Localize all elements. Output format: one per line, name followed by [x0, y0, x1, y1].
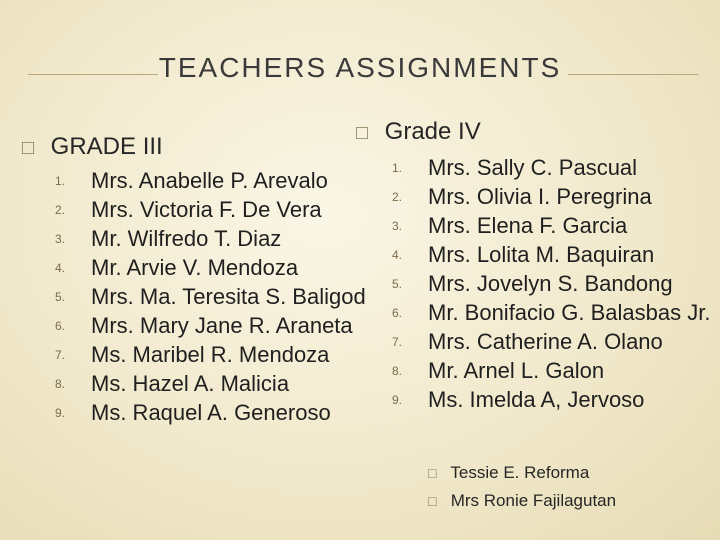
list-item [55, 253, 376, 282]
teacher-name: Mrs. Ma. Teresita S. Baligod [91, 284, 366, 309]
teacher-name: Mr. Bonifacio G. Balasbas Jr. [428, 300, 711, 325]
square-bullet-icon: □ [428, 465, 437, 481]
grade4-heading-row [356, 118, 481, 146]
list-number: 1. [392, 161, 403, 175]
extra-teacher-item [428, 463, 589, 483]
list-item [55, 166, 376, 195]
grade3-heading: GRADE III [50, 133, 163, 160]
teacher-name: Ms. Hazel A. Malicia [91, 371, 290, 396]
teacher-name: Mrs. Lolita M. Baquiran [428, 242, 655, 267]
list-number: 1. [55, 174, 66, 188]
teacher-name: Mrs. Jovelyn S. Bandong [428, 271, 673, 296]
list-item [55, 195, 376, 224]
list-number: 9. [55, 406, 66, 420]
extra-teacher-name: Mrs Ronie Fajilagutan [450, 491, 617, 510]
list-item [55, 398, 376, 427]
teacher-name: Mrs. Sally C. Pascual [428, 155, 638, 180]
square-bullet-icon: □ [356, 122, 369, 144]
list-number: 2. [55, 203, 66, 217]
list-number: 8. [55, 377, 66, 391]
teacher-name: Mrs. Catherine A. Olano [428, 329, 663, 354]
list-item [392, 356, 718, 385]
grade3-teacher-list [55, 166, 376, 427]
list-number: 7. [55, 348, 66, 362]
teacher-name: Mrs. Olivia I. Peregrina [428, 184, 652, 209]
grade3-heading-row [22, 133, 163, 161]
list-number: 8. [392, 364, 403, 378]
list-number: 6. [55, 319, 66, 333]
list-number: 3. [55, 232, 66, 246]
teacher-name: Mrs. Anabelle P. Arevalo [91, 168, 328, 193]
teacher-name: Mr. Arnel L. Galon [428, 358, 605, 383]
teacher-name: Ms. Maribel R. Mendoza [91, 342, 330, 367]
list-number: 9. [392, 393, 403, 407]
teacher-name: Mrs. Elena F. Garcia [428, 213, 628, 238]
list-item [55, 311, 376, 340]
list-item [392, 385, 718, 414]
grade4-teacher-list [392, 153, 718, 414]
list-number: 4. [55, 261, 66, 275]
list-item [55, 340, 376, 369]
list-number: 2. [392, 190, 403, 204]
list-item [392, 327, 718, 356]
list-item [392, 153, 718, 182]
list-item [55, 224, 376, 253]
teacher-name: Mrs. Victoria F. De Vera [91, 197, 322, 222]
square-bullet-icon: □ [22, 137, 35, 159]
grade4-heading: Grade IV [384, 118, 481, 145]
list-item [392, 182, 718, 211]
list-number: 3. [392, 219, 403, 233]
list-item [55, 282, 376, 311]
square-bullet-icon: □ [428, 493, 437, 509]
list-item [55, 369, 376, 398]
teacher-name: Mrs. Mary Jane R. Araneta [91, 313, 353, 338]
extra-teacher-item [428, 491, 616, 511]
list-number: 7. [392, 335, 403, 349]
list-item [392, 211, 718, 240]
extra-teacher-name: Tessie E. Reforma [450, 463, 590, 482]
page-title: TEACHERS ASSIGNMENTS [158, 52, 562, 83]
list-number: 5. [392, 277, 403, 291]
list-number: 4. [392, 248, 403, 262]
list-item [392, 240, 718, 269]
list-number: 5. [55, 290, 66, 304]
teacher-name: Ms. Raquel A. Generoso [91, 400, 331, 425]
teacher-name: Ms. Imelda A, Jervoso [428, 387, 645, 412]
list-item [392, 298, 718, 327]
list-number: 6. [392, 306, 403, 320]
teacher-name: Mr. Wilfredo T. Diaz [91, 226, 282, 251]
list-item [392, 269, 718, 298]
teacher-name: Mr. Arvie V. Mendoza [91, 255, 299, 280]
